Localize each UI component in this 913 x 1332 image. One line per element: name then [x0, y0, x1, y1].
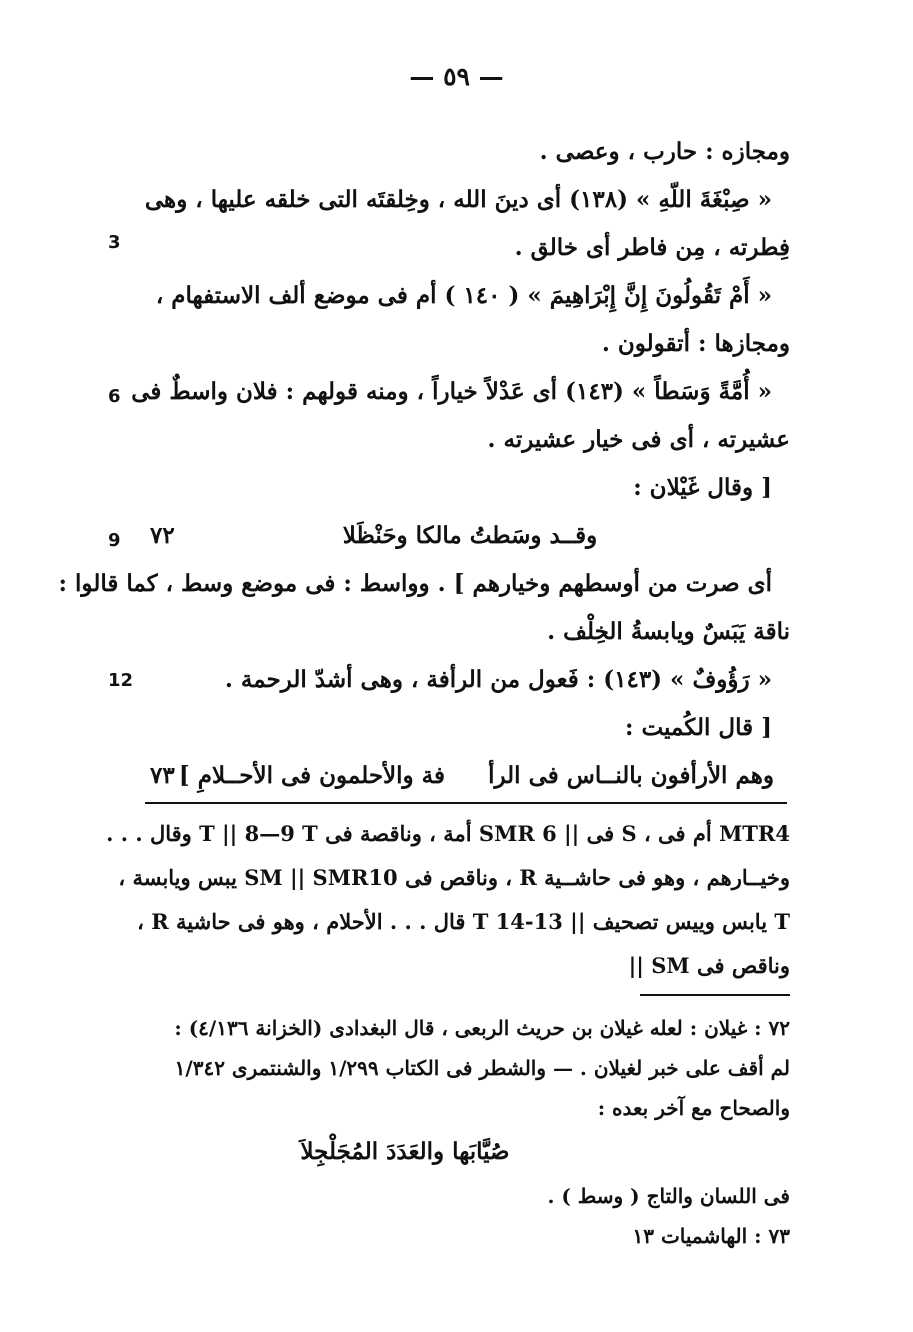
note-line: لم أقف على خبر لغيلان . — والشطر فى الكتاب ١/٢٩٩ والشنتمرى ١/٣٤٢ [174, 1056, 790, 1080]
verse-hemistich: وقــد وسَطتُ مالكا وحَنْظَلا [342, 522, 598, 549]
text-line: « رَؤُوفٌ » (١٤٣) : فَعول من الرأفة ، وهى أشدّ الرحمة . [224, 666, 772, 693]
note-line: ٧٣ : الهاشميات ١٣ [632, 1224, 790, 1248]
note-line: ٧٢ : غيلان : لعله غيلان بن حريث الربعى ، قال البغدادى (الخزانة ٤/١٣٦) : [174, 1016, 790, 1040]
line-number: 9 [108, 530, 121, 551]
text-line: [ وقال غَيْلان : [633, 474, 772, 501]
apparatus-line: وناقص فى SM || [628, 953, 790, 978]
verse-number: ٧٣ [150, 762, 175, 789]
text-line: « صِبْغَةَ اللّهِ » (١٣٨) أى دينَ الله ، وخِلقتَه التى خلقه عليها ، وهى [144, 186, 772, 213]
text-line: ومجازها : أتقولون . [601, 330, 790, 357]
note-line: والصحاح مع آخر بعده : [597, 1096, 790, 1120]
note-line: فى اللسان والتاج ( وسط ) . [547, 1184, 790, 1208]
text-line: « أَمْ تَقُولُونَ إِنَّ إِبْرَاهِيمَ » ( ١٤٠ ) أم فى موضع ألف الاستفهام ، [155, 282, 772, 309]
text-line: ومجازه : حارب ، وعصى . [539, 138, 790, 165]
line-number: 12 [108, 670, 134, 691]
line-number: 6 [108, 386, 121, 407]
page-number: — ٥٩ — [409, 62, 504, 91]
text-line: [ قال الكُميت : [624, 714, 772, 741]
text-line: أى صرت من أوسطهم وخيارهم ] . وواسط : فى موضع وسط ، كما قالوا : [58, 570, 772, 597]
apparatus-line: T يابس وييس تصحيف || 13-14 T قال . . . الأحلام ، وهو فى حاشية R ، [137, 909, 790, 934]
line-number: 3 [108, 232, 121, 253]
critical-apparatus [106, 812, 790, 988]
footnotes [140, 1008, 790, 1256]
verse-73 [150, 752, 790, 800]
notes-divider [640, 994, 790, 996]
text-line: « أُمَّةً وَسَطاً » (١٤٣) أى عَدْلاً خياراً ، ومنه قولهم : فلان واسطٌ فى [131, 378, 772, 405]
note-verse: صُيَّابَها والعَدَدَ المُجَلْجِلاَ [300, 1138, 510, 1165]
footnote-divider [145, 802, 787, 804]
text-line: ناقة يَبَسٌ ويابسةُ الخِلْف . [547, 618, 790, 645]
verse-72 [150, 512, 790, 560]
text-line: عشيرته ، أى فى خيار عشيرته . [487, 426, 790, 453]
apparatus-line: MTR4 أم فى ، S فى || SMR 6 أمة ، وناقصة فى T || 8—9 T وقال . . . [106, 821, 790, 846]
verse-number: ٧٢ [150, 522, 175, 549]
verse-hemistich: وهم الأرأفون بالنــاس فى الرأ [488, 762, 774, 789]
text-line: فِطرته ، مِن فاطر أى خالق . [514, 234, 790, 261]
apparatus-line: وخيــارهم ، وهو فى حاشــية R ، وناقص فى SM || SMR10 يبس ويابسة ، [118, 865, 790, 890]
verse-hemistich: فة والأحلمون فى الأحــلامِ ] [178, 762, 445, 789]
